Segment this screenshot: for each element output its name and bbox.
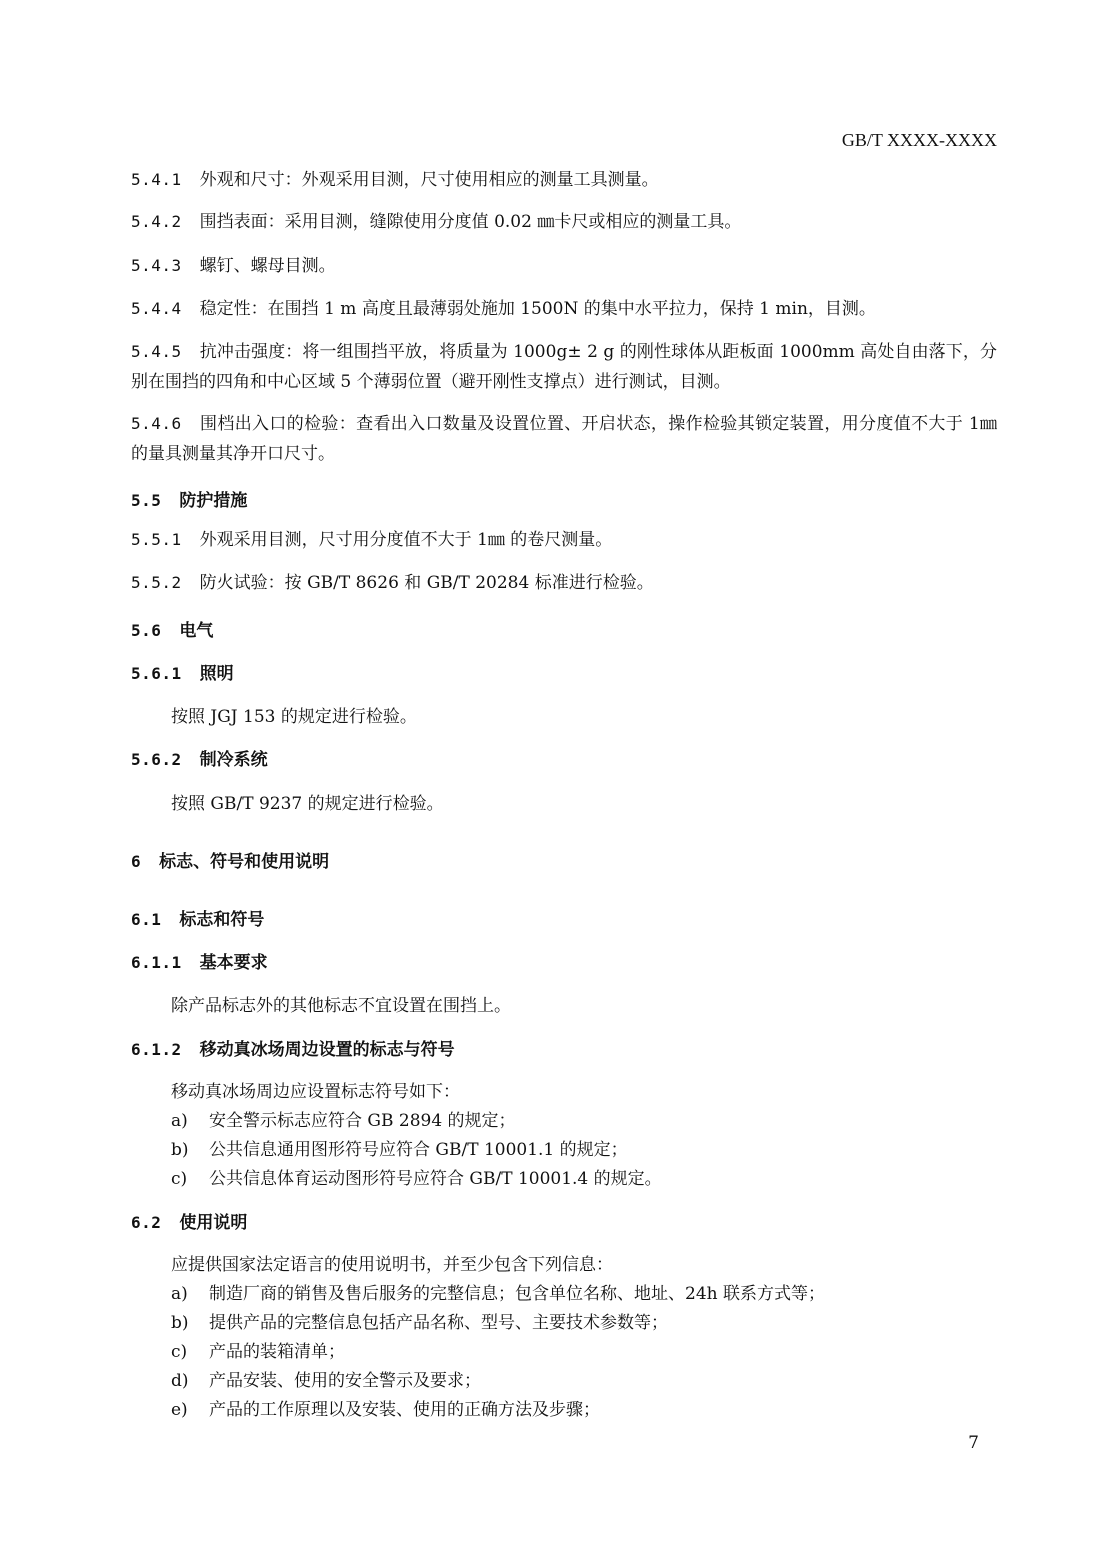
clause-number: 5.4.2	[131, 212, 182, 231]
list-item	[171, 1337, 345, 1362]
clause-text: 围挡表面：采用目测，缝隙使用分度值 0.02 ㎜卡尺或相应的测量工具。	[199, 212, 742, 232]
clause-number: 5.5.2	[131, 573, 182, 592]
list-marker: a)	[171, 1111, 188, 1131]
clause-5-4-3	[131, 251, 997, 281]
clause-number: 5.4.3	[131, 256, 182, 275]
list-text: 制造厂商的销售及售后服务的完整信息；包含单位名称、地址、24h 联系方式等；	[209, 1284, 825, 1304]
standard-code-header: GB/T XXXX-XXXX	[841, 130, 997, 150]
list-marker: c)	[171, 1342, 188, 1362]
list-item	[171, 1308, 668, 1333]
section-number: 5.6.1	[131, 664, 182, 683]
clause-text: 螺钉、螺母目测。	[199, 256, 336, 276]
section-title: 制冷系统	[199, 750, 268, 770]
clause-text: 围档出入口的检验：查看出入口数量及设置位置、开启状态，操作检验其锁定装置，用分度值不大于 1㎜ 的量具测量其净开口尺寸。	[131, 414, 997, 464]
section-heading-6-1-2	[131, 1035, 455, 1060]
chapter-number: 6	[131, 852, 142, 871]
list-marker: e)	[171, 1400, 188, 1420]
list-marker: d)	[171, 1371, 189, 1391]
section-title: 照明	[199, 664, 234, 684]
clause-number: 5.4.4	[131, 299, 182, 318]
section-title: 基本要求	[199, 953, 268, 973]
list-item	[171, 1106, 516, 1131]
list-item	[171, 1164, 662, 1189]
chapter-heading-6	[131, 847, 329, 872]
clause-text: 外观采用目测，尺寸用分度值不大于 1㎜ 的卷尺测量。	[199, 530, 613, 550]
section-body-6-1-1: 除产品标志外的其他标志不宜设置在围挡上。	[171, 996, 511, 1016]
clause-text: 抗冲击强度：将一组围挡平放，将质量为 1000g± 2 g 的刚性球体从距板面 1000mm 高处自由落下，分别在围挡的四角和中心区域 5 个薄弱位置（避开刚性支撑点）进行测试，目测。	[131, 342, 997, 392]
section-number: 5.6	[131, 621, 162, 640]
list-item	[171, 1279, 825, 1304]
section-heading-6-1	[131, 905, 264, 930]
list-marker: a)	[171, 1284, 188, 1304]
list-text: 产品的工作原理以及安装、使用的正确方法及步骤；	[209, 1400, 600, 1420]
list-text: 公共信息通用图形符号应符合 GB/T 10001.1 的规定；	[209, 1140, 628, 1160]
clause-5-5-2	[131, 568, 997, 598]
chapter-title: 标志、符号和使用说明	[159, 852, 330, 872]
section-heading-5-6-2	[131, 745, 268, 770]
list-item	[171, 1135, 628, 1160]
section-body-6-2: 应提供国家法定语言的使用说明书，并至少包含下列信息：	[171, 1255, 613, 1275]
clause-number: 5.4.6	[131, 414, 182, 433]
clause-number: 5.4.1	[131, 170, 182, 189]
section-title: 标志和符号	[179, 910, 265, 930]
list-marker: b)	[171, 1313, 189, 1333]
section-heading-6-2	[131, 1208, 247, 1233]
clause-5-4-1	[131, 165, 997, 195]
clause-5-4-4	[131, 294, 997, 324]
list-text: 产品的装箱清单；	[209, 1342, 345, 1362]
section-body-5-6-2: 按照 GB/T 9237 的规定进行检验。	[171, 794, 444, 814]
clause-5-4-5	[131, 337, 997, 397]
clause-5-5-1	[131, 525, 997, 555]
list-item	[171, 1366, 481, 1391]
clause-number: 5.5.1	[131, 530, 182, 549]
clause-text: 外观和尺寸：外观采用目测，尺寸使用相应的测量工具测量。	[199, 170, 659, 190]
clause-5-4-6	[131, 409, 997, 469]
section-heading-5-6-1	[131, 659, 234, 684]
section-heading-5-5	[131, 486, 247, 511]
section-number: 6.1.2	[131, 1040, 182, 1059]
list-marker: b)	[171, 1140, 189, 1160]
section-title: 移动真冰场周边设置的标志与符号	[199, 1040, 455, 1060]
clause-text: 防火试验：按 GB/T 8626 和 GB/T 20284 标准进行检验。	[199, 573, 654, 593]
page-number: 7	[968, 1433, 979, 1453]
clause-5-4-2	[131, 207, 997, 237]
section-heading-5-6	[131, 616, 213, 641]
list-text: 产品安装、使用的安全警示及要求；	[209, 1371, 481, 1391]
section-number: 5.6.2	[131, 750, 182, 769]
list-item	[171, 1395, 600, 1420]
section-number: 6.1.1	[131, 953, 182, 972]
section-number: 6.1	[131, 910, 162, 929]
clause-text: 稳定性：在围挡 1 m 高度且最薄弱处施加 1500N 的集中水平拉力，保持 1 min，目测。	[199, 299, 876, 319]
section-title: 使用说明	[179, 1213, 248, 1233]
section-title: 防护措施	[179, 491, 248, 511]
section-number: 5.5	[131, 491, 162, 510]
section-heading-6-1-1	[131, 948, 268, 973]
list-text: 提供产品的完整信息包括产品名称、型号、主要技术参数等；	[209, 1313, 668, 1333]
section-number: 6.2	[131, 1213, 162, 1232]
list-text: 安全警示标志应符合 GB 2894 的规定；	[209, 1111, 516, 1131]
list-marker: c)	[171, 1169, 188, 1189]
section-body-6-1-2: 移动真冰场周边应设置标志符号如下：	[171, 1082, 460, 1102]
clause-number: 5.4.5	[131, 342, 182, 361]
section-body-5-6-1: 按照 JGJ 153 的规定进行检验。	[171, 707, 417, 727]
list-text: 公共信息体育运动图形符号应符合 GB/T 10001.4 的规定。	[209, 1169, 662, 1189]
section-title: 电气	[179, 621, 214, 641]
